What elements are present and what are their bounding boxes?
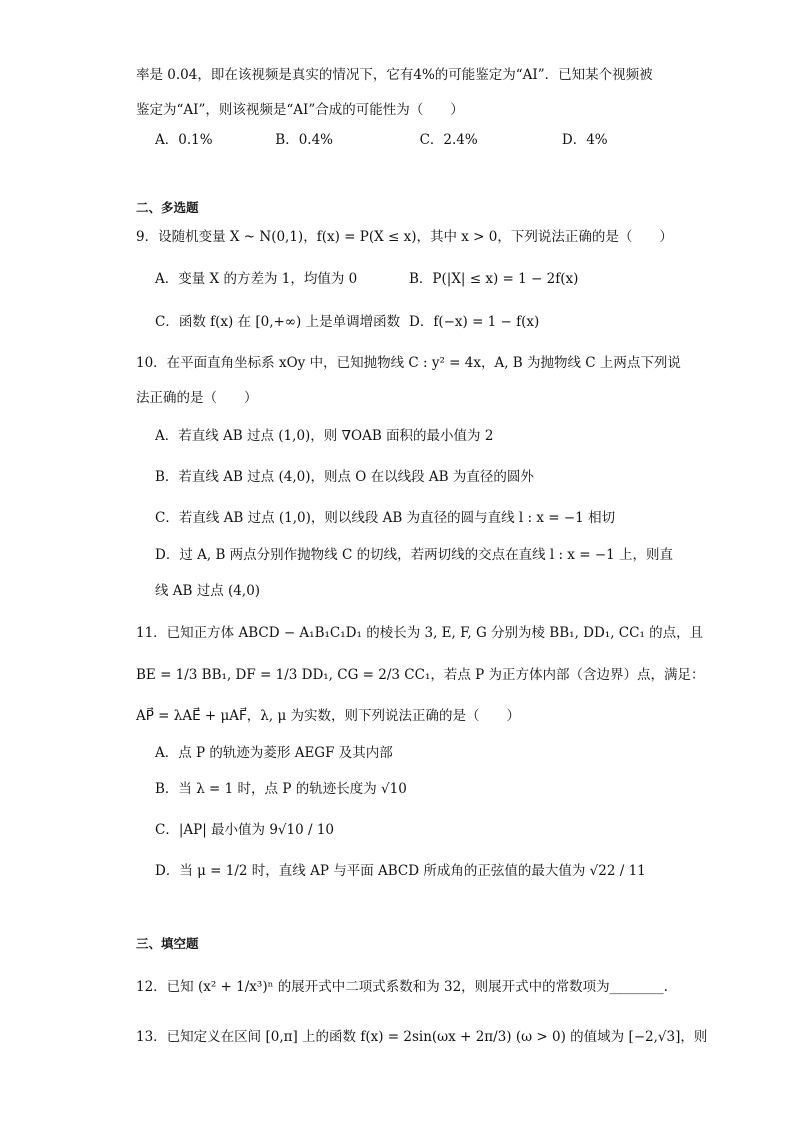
q11-stem-line1: 11．已知正方体 ABCD − A₁B₁C₁D₁ 的棱长为 3, E, F, G 分别为棱 BB₁, DD₁, CC₁ 的点，且	[136, 625, 704, 641]
q10-option-c: C．若直线 AB 过点 (1,0)，则以线段 AB 为直径的圆与直线 l : x = −1 相切	[155, 510, 616, 526]
q8-option-a: A．0.1%	[155, 132, 213, 148]
q10-option-d-line1: D．过 A, B 两点分别作抛物线 C 的切线，若两切线的交点在直线 l : x = −1 上，则直	[155, 547, 674, 563]
q8-options	[155, 131, 608, 149]
section-multi-choice-title: 二、多选题	[136, 200, 199, 215]
q10-stem-line1: 10．在平面直角坐标系 xOy 中，已知抛物线 C : y² = 4x，A, B 为抛物线 C 上两点下列说	[136, 355, 681, 371]
q11-option-c: C．|AP| 最小值为 9√10 / 10	[155, 822, 335, 838]
q8-text-line2: 鉴定为“AI”，则该视频是“AI”合成的可能性为（ ）	[136, 102, 464, 118]
q9-option-d: D．f(−x) = 1 − f(x)	[409, 314, 540, 330]
q10-option-d-line2: 线 AB 过点 (4,0)	[155, 583, 261, 599]
q10-option-b: B．若直线 AB 过点 (4,0)，则点 O 在以线段 AB 为直径的圆外	[155, 469, 534, 485]
q8-option-b: B．0.4%	[275, 132, 334, 148]
q11-option-a: A．点 P 的轨迹为菱形 AEGF 及其内部	[155, 745, 393, 761]
q9-option-c: C．函数 f(x) 在 [0,+∞) 上是单调增函数	[155, 314, 401, 330]
q9-stem: 9．设随机变量 X ~ N(0,1)，f(x) = P(X ≤ x)，其中 x > 0，下列说法正确的是（ ）	[136, 229, 673, 245]
q9-option-b: B．P(|X| ≤ x) = 1 − 2f(x)	[409, 271, 579, 287]
q9-option-a: A．变量 X 的方差为 1，均值为 0	[155, 271, 358, 287]
q10-option-a: A．若直线 AB 过点 (1,0)，则 ∇OAB 面积的最小值为 2	[155, 428, 494, 444]
q8-option-d: D．4%	[561, 132, 608, 148]
q8-text-line1: 率是 0.04，即在该视频是真实的情况下，它有4%的可能鉴定为“AI”．已知某个视频被	[136, 67, 653, 83]
q11-stem-line3: AP⃗ = λAE⃗ + μAF⃗，λ, μ 为实数，则下列说法正确的是（ ）	[136, 708, 521, 724]
q11-option-d: D．当 μ = 1/2 时，直线 AP 与平面 ABCD 所成角的正弦值的最大值为 √22 / 11	[155, 863, 646, 879]
q11-stem-line2: BE = 1/3 BB₁, DF = 1/3 DD₁, CG = 2/3 CC₁，若点 P 为正方体内部（含边界）点，满足：	[136, 667, 705, 683]
q11-option-b: B．当 λ = 1 时，点 P 的轨迹长度为 √10	[155, 781, 407, 797]
q8-option-c: C．2.4%	[419, 132, 478, 148]
q13-text: 13．已知定义在区间 [0,π] 上的函数 f(x) = 2sin(ωx + 2π/3) (ω > 0) 的值域为 [−2,√3]，则	[136, 1029, 708, 1045]
q12-text: 12．已知 (x² + 1/x³)ⁿ 的展开式中二项式系数和为 32，则展开式中的常数项为________.	[136, 979, 668, 995]
section-fill-blank-title: 三、填空题	[136, 936, 199, 951]
q10-stem-line2: 法正确的是（ ）	[136, 390, 258, 406]
